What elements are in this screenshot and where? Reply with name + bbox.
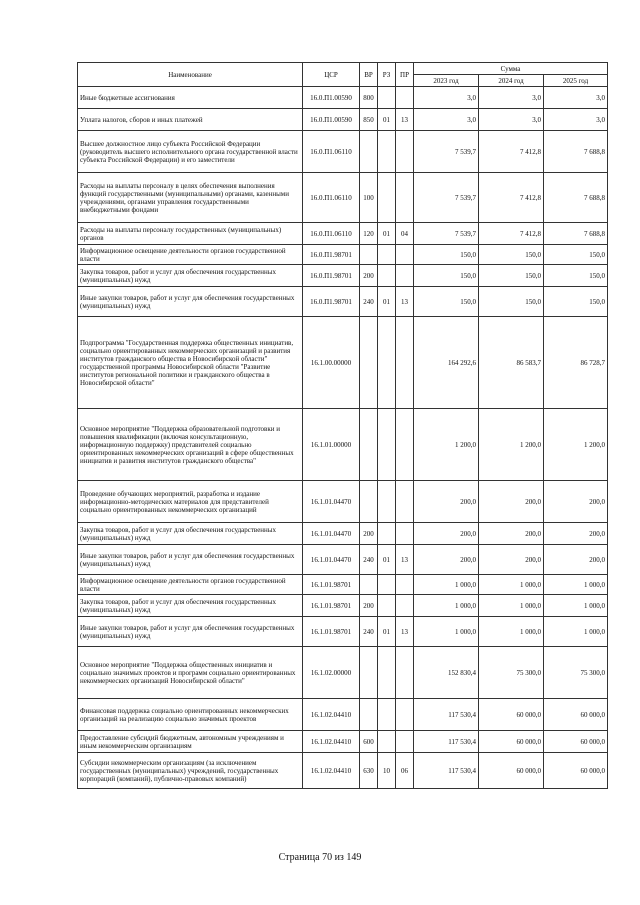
row-csr-code: 16.0.П1.00590 xyxy=(303,109,360,131)
header-year-2025: 2025 год xyxy=(544,75,608,87)
table-row xyxy=(78,109,608,131)
table-row xyxy=(78,223,608,245)
row-rz xyxy=(378,317,396,409)
row-value-2024: 1 000,0 xyxy=(479,595,544,617)
row-pr xyxy=(396,523,414,545)
table-row xyxy=(78,317,608,409)
row-csr-code: 16.1.02.00000 xyxy=(303,647,360,699)
row-name: Подпрограмма "Государственная поддержка общественных инициатив, социально ориентированных некоммерческих организаций и развития институтов гражданского общества в Новосибирской области" государственной программы Новосибирской области "Развитие институтов региональной политики и гражданского общества в Новосибирской области" xyxy=(78,317,303,409)
row-value-2025: 1 000,0 xyxy=(544,575,608,595)
row-pr xyxy=(396,575,414,595)
row-csr-code: 16.0.П1.00590 xyxy=(303,87,360,109)
row-vr: 100 xyxy=(360,173,378,223)
budget-table xyxy=(77,62,608,789)
row-value-2024: 200,0 xyxy=(479,481,544,523)
row-value-2023: 3,0 xyxy=(414,87,479,109)
row-name: Закупка товаров, работ и услуг для обеспечения государственных (муниципальных) нужд xyxy=(78,265,303,287)
row-value-2023: 164 292,6 xyxy=(414,317,479,409)
row-pr: 13 xyxy=(396,287,414,317)
row-value-2023: 200,0 xyxy=(414,523,479,545)
row-value-2023: 7 539,7 xyxy=(414,131,479,173)
row-csr-code: 16.0.П1.06110 xyxy=(303,173,360,223)
row-vr: 240 xyxy=(360,287,378,317)
row-rz xyxy=(378,481,396,523)
row-csr-code: 16.0.П1.98701 xyxy=(303,265,360,287)
page-number: Страница 70 из 149 xyxy=(278,852,362,863)
row-pr xyxy=(396,173,414,223)
row-value-2024: 7 412,8 xyxy=(479,131,544,173)
row-rz xyxy=(378,523,396,545)
table-row xyxy=(78,265,608,287)
table-body xyxy=(78,87,608,789)
row-name: Иные закупки товаров, работ и услуг для обеспечения государственных (муниципальных) нужд xyxy=(78,287,303,317)
row-vr xyxy=(360,131,378,173)
row-pr xyxy=(396,595,414,617)
table-row xyxy=(78,245,608,265)
row-rz xyxy=(378,409,396,481)
table-row xyxy=(78,575,608,595)
row-vr xyxy=(360,245,378,265)
row-pr: 13 xyxy=(396,617,414,647)
row-value-2025: 60 000,0 xyxy=(544,731,608,753)
row-pr xyxy=(396,317,414,409)
row-value-2025: 200,0 xyxy=(544,545,608,575)
row-value-2024: 3,0 xyxy=(479,109,544,131)
row-name: Основное мероприятие "Поддержка образовательной подготовки и повышения квалификации (включая консультационную, информационную поддержку) представителей социально ориентированных некоммерческих организаций в сфере общественных инициатив и развития институтов гражданского общества" xyxy=(78,409,303,481)
row-name: Проведение обучающих мероприятий, разработка и издание информационно-методических материалов для представителей социально ориентированных некоммерческих организаций xyxy=(78,481,303,523)
row-name: Основное мероприятие "Поддержка общественных инициатив и социально значимых проектов и программ социально ориентированных некоммерческих организаций Новосибирской области" xyxy=(78,647,303,699)
row-name: Закупка товаров, работ и услуг для обеспечения государственных (муниципальных) нужд xyxy=(78,595,303,617)
row-name: Уплата налогов, сборов и иных платежей xyxy=(78,109,303,131)
row-rz xyxy=(378,173,396,223)
table-row xyxy=(78,409,608,481)
row-rz xyxy=(378,87,396,109)
row-rz xyxy=(378,699,396,731)
row-value-2023: 117 530,4 xyxy=(414,699,479,731)
row-value-2023: 150,0 xyxy=(414,265,479,287)
row-pr xyxy=(396,409,414,481)
row-rz xyxy=(378,731,396,753)
table-row xyxy=(78,87,608,109)
header-name: Наименование xyxy=(78,63,303,87)
row-csr-code: 16.1.02.04410 xyxy=(303,753,360,789)
row-csr-code: 16.1.01.04470 xyxy=(303,545,360,575)
row-name: Иные закупки товаров, работ и услуг для обеспечения государственных (муниципальных) нужд xyxy=(78,617,303,647)
row-value-2023: 1 000,0 xyxy=(414,595,479,617)
row-value-2023: 117 530,4 xyxy=(414,731,479,753)
row-name: Иные закупки товаров, работ и услуг для обеспечения государственных (муниципальных) нужд xyxy=(78,545,303,575)
row-value-2025: 60 000,0 xyxy=(544,699,608,731)
row-value-2024: 3,0 xyxy=(479,87,544,109)
row-value-2023: 7 539,7 xyxy=(414,223,479,245)
row-csr-code: 16.1.01.04470 xyxy=(303,481,360,523)
row-name: Расходы на выплаты персоналу государственных (муниципальных) органов xyxy=(78,223,303,245)
row-rz: 01 xyxy=(378,109,396,131)
row-vr xyxy=(360,317,378,409)
row-vr: 200 xyxy=(360,595,378,617)
row-value-2024: 200,0 xyxy=(479,523,544,545)
row-vr xyxy=(360,481,378,523)
row-rz xyxy=(378,595,396,617)
row-value-2023: 1 200,0 xyxy=(414,409,479,481)
row-value-2024: 7 412,8 xyxy=(479,173,544,223)
row-pr: 04 xyxy=(396,223,414,245)
row-value-2025: 86 728,7 xyxy=(544,317,608,409)
row-csr-code: 16.0.П1.98701 xyxy=(303,245,360,265)
row-pr: 13 xyxy=(396,545,414,575)
row-vr: 120 xyxy=(360,223,378,245)
row-value-2025: 1 000,0 xyxy=(544,595,608,617)
row-name: Субсидии некоммерческим организациям (за исключением государственных (муниципальных) учреждений, государственных корпораций (компаний), публично-правовых компаний) xyxy=(78,753,303,789)
row-value-2024: 1 000,0 xyxy=(479,575,544,595)
row-rz: 01 xyxy=(378,545,396,575)
row-vr xyxy=(360,575,378,595)
row-value-2025: 1 000,0 xyxy=(544,617,608,647)
row-csr-code: 16.0.П1.06110 xyxy=(303,223,360,245)
row-value-2024: 7 412,8 xyxy=(479,223,544,245)
row-value-2025: 75 300,0 xyxy=(544,647,608,699)
row-vr xyxy=(360,699,378,731)
row-pr: 06 xyxy=(396,753,414,789)
row-pr xyxy=(396,245,414,265)
row-value-2025: 200,0 xyxy=(544,523,608,545)
header-csr: ЦСР xyxy=(303,63,360,87)
row-value-2024: 1 200,0 xyxy=(479,409,544,481)
row-value-2025: 7 688,8 xyxy=(544,223,608,245)
row-rz xyxy=(378,265,396,287)
row-vr xyxy=(360,647,378,699)
row-csr-code: 16.1.02.04410 xyxy=(303,699,360,731)
row-value-2023: 1 000,0 xyxy=(414,617,479,647)
row-vr: 800 xyxy=(360,87,378,109)
row-rz: 01 xyxy=(378,617,396,647)
row-name: Информационное освещение деятельности органов государственной власти xyxy=(78,575,303,595)
row-name: Высшее должностное лицо субъекта Российской Федерации (руководитель высшего исполнительного органа государственной власти субъекта Российской Федерации) и его заместители xyxy=(78,131,303,173)
row-value-2024: 86 583,7 xyxy=(479,317,544,409)
header-vr: ВР xyxy=(360,63,378,87)
row-vr: 200 xyxy=(360,265,378,287)
header-year-2024: 2024 год xyxy=(479,75,544,87)
row-vr: 600 xyxy=(360,731,378,753)
header-pr: ПР xyxy=(396,63,414,87)
row-value-2023: 1 000,0 xyxy=(414,575,479,595)
row-name: Предоставление субсидий бюджетным, автономным учреждениям и иным некоммерческим организациям xyxy=(78,731,303,753)
row-pr xyxy=(396,481,414,523)
row-csr-code: 16.1.01.00000 xyxy=(303,409,360,481)
row-vr: 200 xyxy=(360,523,378,545)
row-value-2023: 3,0 xyxy=(414,109,479,131)
row-name: Финансовая поддержка социально ориентированных некоммерческих организаций на реализацию социально значимых проектов xyxy=(78,699,303,731)
header-year-2023: 2023 год xyxy=(414,75,479,87)
row-value-2025: 3,0 xyxy=(544,87,608,109)
row-value-2025: 150,0 xyxy=(544,287,608,317)
row-pr: 13 xyxy=(396,109,414,131)
row-name: Расходы на выплаты персоналу в целях обеспечения выполнения функций государственными (муниципальными) органами, казенными учреждениями, органами управления государственными внебюджетными фондами xyxy=(78,173,303,223)
row-csr-code: 16.1.00.00000 xyxy=(303,317,360,409)
row-pr xyxy=(396,265,414,287)
table-row xyxy=(78,699,608,731)
row-pr xyxy=(396,131,414,173)
row-value-2023: 200,0 xyxy=(414,481,479,523)
row-csr-code: 16.1.01.98701 xyxy=(303,595,360,617)
row-pr xyxy=(396,699,414,731)
row-vr: 240 xyxy=(360,545,378,575)
row-value-2024: 150,0 xyxy=(479,265,544,287)
table-row xyxy=(78,753,608,789)
row-csr-code: 16.1.01.98701 xyxy=(303,575,360,595)
row-value-2025: 200,0 xyxy=(544,481,608,523)
row-csr-code: 16.0.П1.98701 xyxy=(303,287,360,317)
row-rz: 01 xyxy=(378,287,396,317)
row-rz xyxy=(378,131,396,173)
header-sum: Сумма xyxy=(414,63,608,75)
row-rz: 10 xyxy=(378,753,396,789)
row-pr xyxy=(396,647,414,699)
row-value-2025: 1 200,0 xyxy=(544,409,608,481)
row-name: Иные бюджетные ассигнования xyxy=(78,87,303,109)
row-value-2025: 3,0 xyxy=(544,109,608,131)
row-value-2024: 200,0 xyxy=(479,545,544,575)
row-pr xyxy=(396,731,414,753)
row-rz xyxy=(378,647,396,699)
table-row xyxy=(78,731,608,753)
row-value-2024: 1 000,0 xyxy=(479,617,544,647)
row-vr xyxy=(360,409,378,481)
row-csr-code: 16.1.01.04470 xyxy=(303,523,360,545)
row-csr-code: 16.1.01.98701 xyxy=(303,617,360,647)
row-csr-code: 16.0.П1.06110 xyxy=(303,131,360,173)
row-value-2024: 150,0 xyxy=(479,287,544,317)
row-value-2024: 60 000,0 xyxy=(479,731,544,753)
row-value-2025: 7 688,8 xyxy=(544,131,608,173)
row-value-2023: 117 530,4 xyxy=(414,753,479,789)
row-vr: 630 xyxy=(360,753,378,789)
row-value-2024: 60 000,0 xyxy=(479,699,544,731)
row-rz: 01 xyxy=(378,223,396,245)
table-row xyxy=(78,481,608,523)
row-value-2024: 60 000,0 xyxy=(479,753,544,789)
table-row xyxy=(78,617,608,647)
row-value-2023: 7 539,7 xyxy=(414,173,479,223)
table-row xyxy=(78,647,608,699)
row-value-2025: 60 000,0 xyxy=(544,753,608,789)
row-name: Закупка товаров, работ и услуг для обеспечения государственных (муниципальных) нужд xyxy=(78,523,303,545)
row-name: Информационное освещение деятельности органов государственной власти xyxy=(78,245,303,265)
table-row xyxy=(78,173,608,223)
row-value-2023: 150,0 xyxy=(414,245,479,265)
row-value-2023: 150,0 xyxy=(414,287,479,317)
row-csr-code: 16.1.02.04410 xyxy=(303,731,360,753)
row-value-2024: 150,0 xyxy=(479,245,544,265)
table-row xyxy=(78,131,608,173)
row-value-2023: 200,0 xyxy=(414,545,479,575)
row-value-2023: 152 830,4 xyxy=(414,647,479,699)
row-rz xyxy=(378,245,396,265)
table-row xyxy=(78,545,608,575)
header-rz: РЗ xyxy=(378,63,396,87)
table-row xyxy=(78,523,608,545)
table-row xyxy=(78,287,608,317)
row-pr xyxy=(396,87,414,109)
row-value-2025: 150,0 xyxy=(544,265,608,287)
row-vr: 850 xyxy=(360,109,378,131)
table-row xyxy=(78,595,608,617)
row-value-2025: 7 688,8 xyxy=(544,173,608,223)
row-rz xyxy=(378,575,396,595)
row-value-2024: 75 300,0 xyxy=(479,647,544,699)
row-value-2025: 150,0 xyxy=(544,245,608,265)
row-vr: 240 xyxy=(360,617,378,647)
